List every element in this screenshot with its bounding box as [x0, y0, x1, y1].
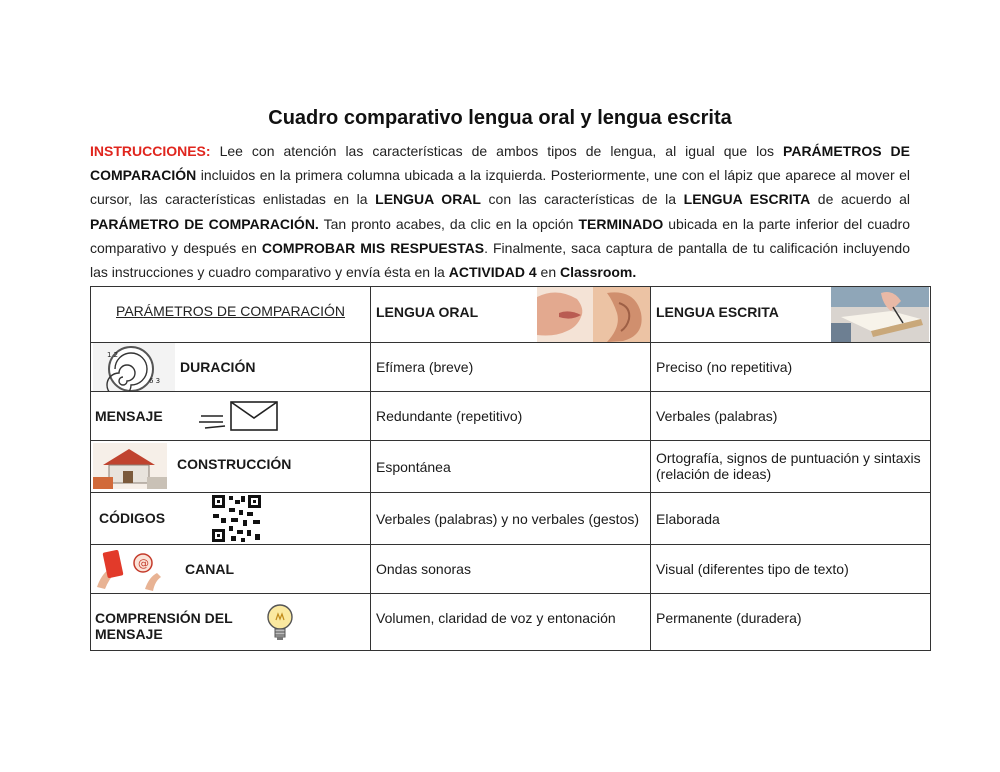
written-cell — [651, 594, 931, 651]
oral-value[interactable]: Efímera (breve) — [376, 359, 474, 375]
instructions-text: en — [536, 264, 561, 281]
instructions-text: Lee con atención las características de ambos tipos de lengua, al igual que los — [210, 143, 784, 159]
oral-value[interactable]: Ondas sonoras — [376, 561, 471, 577]
oral-value[interactable]: Verbales (palabras) y no verbales (gestos) — [376, 510, 640, 527]
instructions-label: INSTRUCCIONES: — [90, 143, 211, 159]
instructions-bold: LENGUA ORAL — [375, 191, 481, 208]
parameter-cell — [91, 441, 371, 493]
parameter-construccion: CONSTRUCCIÓN — [177, 456, 292, 472]
parameter-cell — [91, 545, 371, 594]
instructions-bold: COMPROBAR MIS RESPUESTAS — [261, 239, 485, 256]
clock-spiral-icon — [93, 343, 175, 391]
header-cell-written — [651, 287, 931, 343]
mouth-ear-icon — [537, 287, 650, 342]
table-row — [91, 441, 931, 493]
parameter-codigos: CÓDIGOS — [99, 510, 166, 526]
table-row — [91, 343, 931, 392]
page-title: Cuadro comparativo lengua oral y lengua escrita — [268, 107, 732, 129]
instructions-bold: PARÁMETRO DE COMPARACIÓN. — [90, 215, 319, 232]
parameter-comprension: COMPRENSIÓN DEL MENSAJE — [95, 610, 233, 642]
header-parameters: PARÁMETROS DE COMPARACIÓN — [116, 303, 345, 319]
parameter-cell — [91, 392, 371, 441]
table-header-row — [91, 287, 931, 343]
oral-cell — [371, 392, 651, 441]
instructions-text: de acuerdo al — [810, 191, 911, 208]
written-cell — [651, 493, 931, 545]
envelope-icon — [197, 398, 279, 434]
written-value[interactable]: Elaborada — [656, 510, 720, 527]
parameter-mensaje: MENSAJE — [95, 408, 163, 424]
oral-value[interactable]: Redundante (repetitivo) — [376, 408, 523, 424]
instructions-bold: TERMINADO — [578, 215, 664, 232]
written-cell — [651, 343, 931, 392]
qr-code-icon — [211, 494, 262, 543]
written-cell — [651, 392, 931, 441]
parameter-cell — [91, 343, 371, 392]
written-value[interactable]: Preciso (no repetitiva) — [656, 359, 793, 375]
parameter-duracion: DURACIÓN — [180, 359, 256, 375]
instructions-bold: Classroom. — [560, 264, 637, 281]
table-row — [91, 392, 931, 441]
oral-value[interactable]: Volumen, claridad de voz y entonación — [376, 610, 616, 626]
instructions-paragraph — [90, 139, 910, 284]
oral-cell — [371, 594, 651, 651]
instructions-text: ubicada en la parte inferior del cuadro comparativo y después en — [90, 215, 910, 256]
instructions-text: con las características de la — [480, 191, 684, 208]
instructions-bold: ACTIVIDAD 4 — [448, 264, 537, 281]
oral-cell — [371, 545, 651, 594]
table-row — [91, 545, 931, 594]
oral-value[interactable]: Espontánea — [376, 459, 451, 475]
instructions-bold: LENGUA ESCRITA — [683, 191, 811, 208]
svg-text:@: @ — [138, 557, 149, 570]
instructions-text: . Finalmente, saca captura de pantalla de tu calificación incluyendo las instrucciones y cuadro comparativo y envía ésta en la — [90, 239, 910, 281]
parameter-cell — [91, 493, 371, 545]
oral-cell — [371, 493, 651, 545]
phone-email-icon — [95, 547, 167, 591]
lightbulb-icon — [263, 602, 297, 646]
oral-cell — [371, 441, 651, 493]
header-cell-parameters — [91, 287, 371, 343]
house-construction-icon — [93, 443, 167, 489]
svg-text:6 3: 6 3 — [149, 377, 161, 385]
oral-cell — [371, 343, 651, 392]
instructions-text: Tan pronto acabes, da clic en la opción — [318, 215, 579, 232]
table-row — [91, 594, 931, 651]
written-value[interactable]: Visual (diferentes tipo de texto) — [656, 561, 849, 577]
written-value[interactable]: Verbales (palabras) — [656, 408, 778, 424]
instructions-text: incluidos en la primera columna ubicada a la izquierda. Posteriormente, une con el lápiz que aparece al mover el cursor, las características enlistadas en la — [90, 167, 910, 208]
table-row — [91, 493, 931, 545]
written-cell — [651, 441, 931, 493]
parameter-canal: CANAL — [185, 561, 234, 577]
svg-text:1 2: 1 2 — [107, 351, 119, 359]
written-value[interactable]: Ortografía, signos de puntuación y sintaxis (relación de ideas) — [656, 450, 921, 482]
header-cell-oral — [371, 287, 651, 343]
parameter-cell — [91, 594, 371, 651]
comparison-table — [90, 286, 931, 651]
header-written: LENGUA ESCRITA — [656, 304, 779, 320]
writing-desk-icon — [831, 287, 929, 342]
instructions-bold: PARÁMETROS DE COMPARACIÓN — [90, 143, 911, 184]
written-value[interactable]: Permanente (duradera) — [656, 610, 802, 626]
header-oral: LENGUA ORAL — [376, 304, 479, 320]
written-cell — [651, 545, 931, 594]
